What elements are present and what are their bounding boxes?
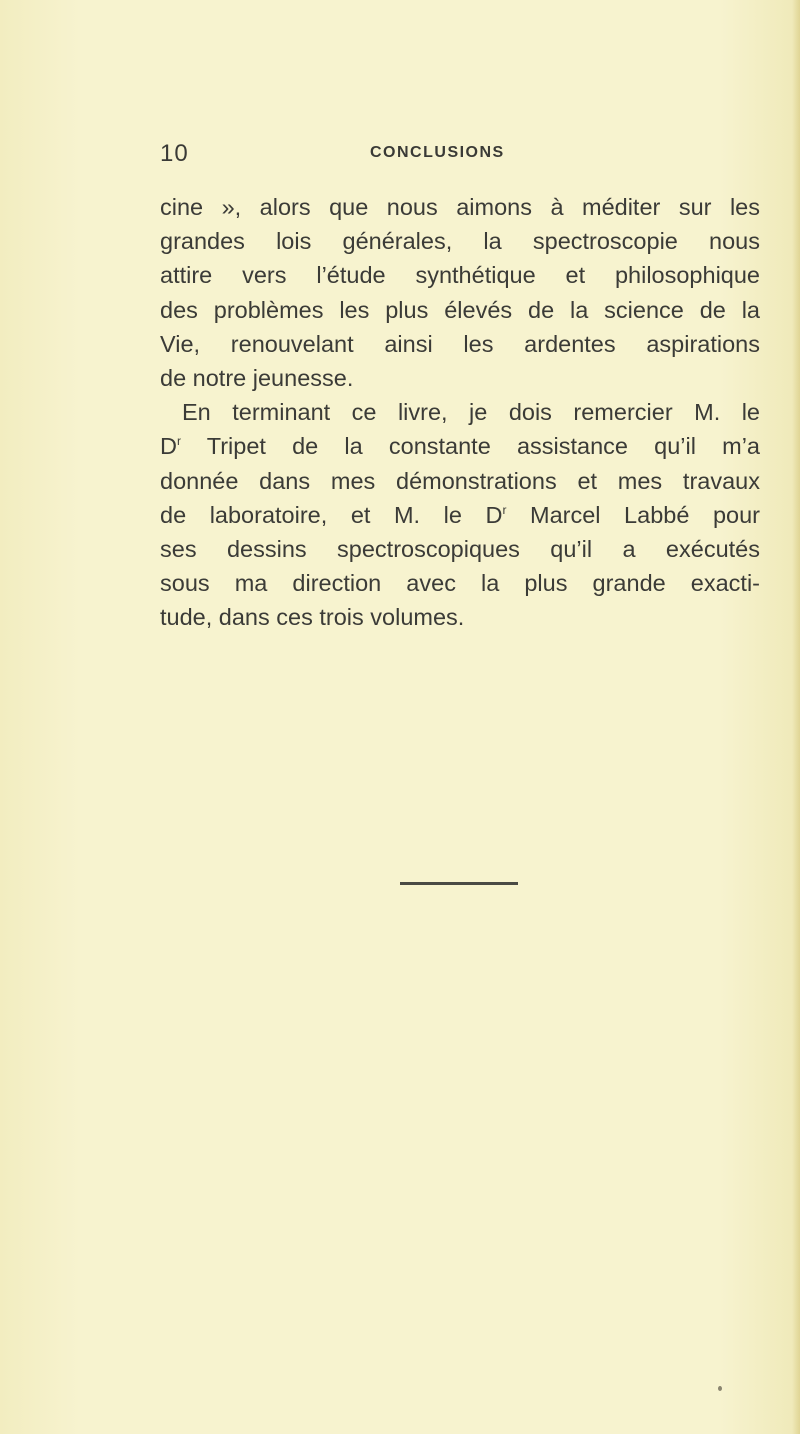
end-divider-rule <box>400 882 518 885</box>
page-number: 10 <box>160 140 189 167</box>
text-line: cine », alors que nous aimons à méditer sur les <box>160 194 760 220</box>
text-line: attire vers l’étude synthétique et philosophique <box>160 262 760 289</box>
paper-speck <box>718 1386 722 1391</box>
paragraph-start-line: En terminant ce livre, je dois remercier M. le <box>182 399 760 426</box>
text-line: tude, dans ces trois volumes. <box>160 604 465 631</box>
superscript: r <box>176 434 181 449</box>
superscript: r <box>502 502 507 517</box>
page-header <box>160 140 750 174</box>
text-line: de notre jeunesse. <box>160 364 354 391</box>
text-line: donnée dans mes démonstrations et mes travaux <box>160 467 760 494</box>
text-line <box>160 429 760 463</box>
body-text <box>160 190 760 634</box>
text-fragment: Marcel Labbé pour <box>506 501 760 528</box>
text-fragment: D <box>160 433 177 460</box>
text-fragment: Tripet de la constante assistance qu’il m’a <box>180 433 760 460</box>
text-line: Vie, renouvelant ainsi les ardentes aspirations <box>160 330 760 357</box>
text-line: sous ma direction avec la plus grande exacti- <box>160 570 760 597</box>
text-line: grandes lois générales, la spectroscopie nous <box>160 228 760 255</box>
text-line <box>160 498 760 532</box>
text-fragment: de laboratoire, et M. le D <box>160 501 503 528</box>
text-line: des problèmes les plus élevés de la science de la <box>160 296 760 323</box>
running-title: CONCLUSIONS <box>370 144 505 161</box>
text-line: ses dessins spectroscopiques qu’il a exécutés <box>160 535 760 562</box>
page-edge-shadow <box>792 0 800 1434</box>
